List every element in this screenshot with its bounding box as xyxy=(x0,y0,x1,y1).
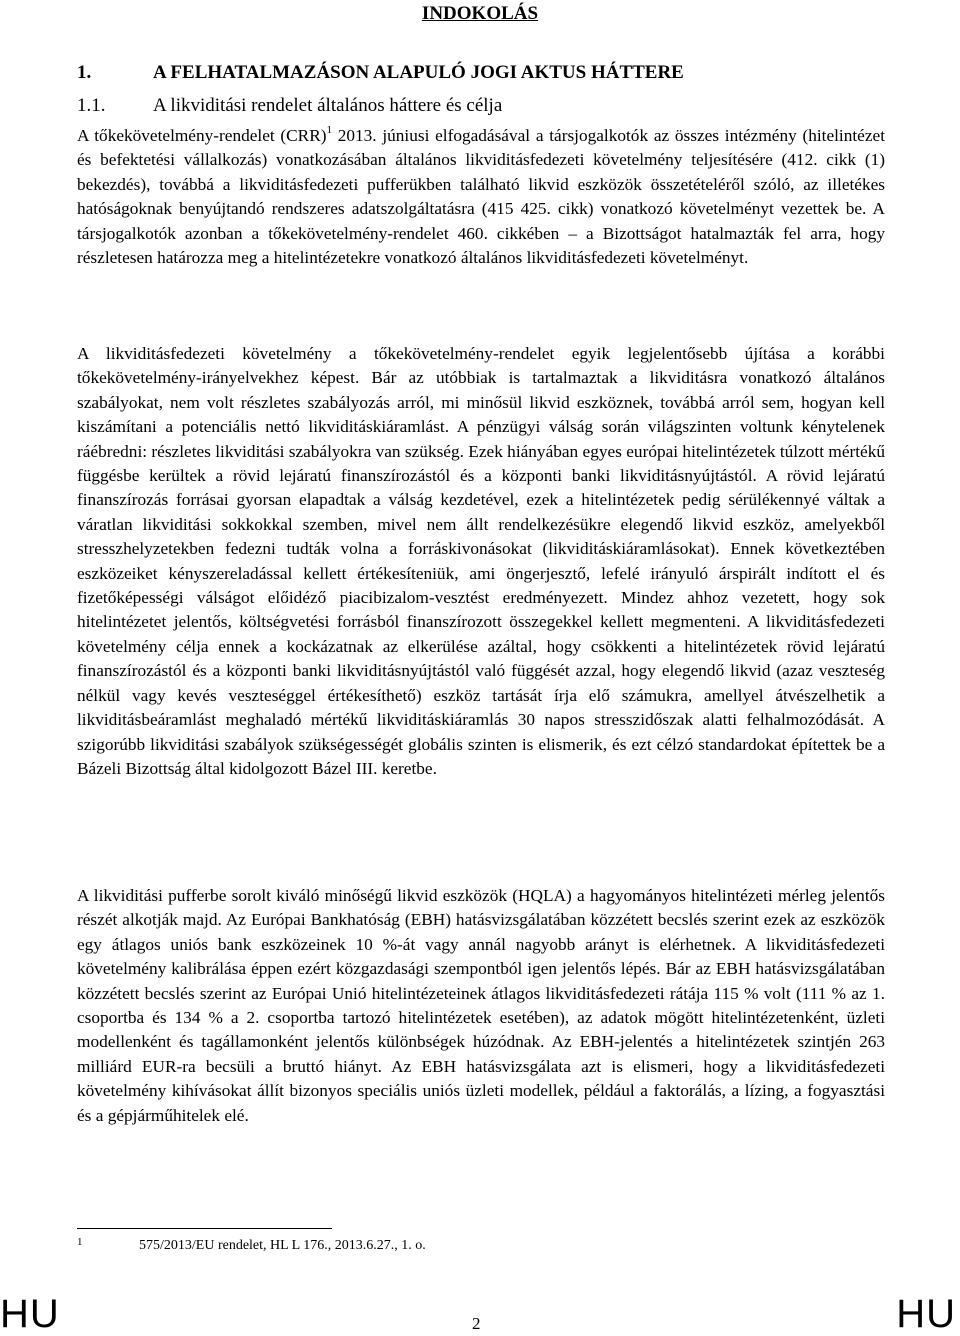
document-title: INDOKOLÁS xyxy=(421,3,539,24)
page-number: 2 xyxy=(472,1314,481,1333)
paragraph-1-start: A tőkekövetelmény-rendelet (CRR) xyxy=(77,126,327,145)
section-heading-1-1 xyxy=(77,94,502,118)
paragraph-3: A likviditási pufferbe sorolt kiváló minőségű likvid eszközök (HQLA) a hagyományos hitelintézeti mérleg jelentős részét alkotják majd. Az Európai Bankhatóság (EBH) hatásvizsgálatában közzétett becslés szerint ezek az eszközök egy átlagos uniós bank eszközeinek 10 %-át vagy annál nagyobb arányt is elérhetnek. A likviditásfedezeti követelmény kalibrálása éppen ezért közgazdasági szempontból igen jelentős lépés. Bár az EBH hatásvizsgálatában közzétett becslés szerint az Európai Unió hitelintézeteinek átlagos likviditásfedezeti rátája 115 % volt (111 % az 1. csoportba és 134 % a 2. csoportba tartozó hitelintézetek esetében), az adatok mögött hitelintézetenként, üzleti modellenként és tagállamonként jelentős különbségek húzódnak. Az EBH-jelentés a hitelintézetek szintjén 263 milliárd EUR-ra becsüli a bruttó hiányt. Az EBH hatásvizsgálata azt is elismeri, hogy a likviditásfedezeti követelmény kihívásokat állít bizonyos speciális uniós üzleti modellek, például a faktorálás, a lízing, a fogyasztási és a gépjárműhitelek elé. xyxy=(77,886,885,1125)
paragraph-1-rest: 2013. júniusi elfogadásával a társjogalkotók az összes intézmény (hitelintézet és befektetési vállalkozás) vonatkozásában általános likviditásfedezeti követelmény teljesítésére (412. cikk (1) bekezdés), továbbá a likviditásfedezeti pufferükben található likvid eszközök összetételéről szóló, az illetékes hatóságoknak benyújtandó rendszeres adatszolgáltatásra (415 425. cikk) vonatkozó követelményt vezettek be. A társjogalkotók azonban a tőkekövetelmény-rendelet 460. cikkében – a Bizottságot hatalmazták fel arra, hogy részletesen határozza meg a hitelintézetekre vonatkozó általános likviditásfedezeti követelményt. xyxy=(77,126,885,268)
paragraph-1 xyxy=(77,124,885,270)
subsection-number: 1.1. xyxy=(77,95,106,116)
footnote-text: 575/2013/EU rendelet, HL L 176., 2013.6.27., 1. o. xyxy=(139,1238,426,1253)
subsection-title: A likviditási rendelet általános háttere és célja xyxy=(153,95,503,116)
paragraph-2: A likviditásfedezeti követelmény a tőkekövetelmény-rendelet egyik legjelentősebb újítása a korábbi tőkekövetelmény-irányelvekhez képest. Bár az utóbbiak is tartalmaztak a likviditásra vonatkozó általános szabályokat, nem volt részletes szabályozás arról, mi minősül likvid eszköznek, továbbá arról sem, hogyan kell kiszámítani a potenciális nettó likviditáskiáramlást. A pénzügyi válság során világszinten voltunk kénytelenek ráébredni: részletes likviditási szabályokra van szükség. Ezek hiányában egyes európai hitelintézetek túlzott mértékű függésbe kerültek a rövid lejáratú finanszírozástól és a központi banki likviditásnyújtástól. A rövid lejáratú finanszírozás forrásai gyorsan elapadtak a válság kezdetével, ezek a hitelintézetek pedig sérülékennyé váltak a váratlan likviditási sokkokkal szemben, mivel nem állt rendelkezésükre elegendő likvid eszköz, amelyekből stresszhelyzetekben fedezni tudták volna a forráskivonásokat (likviditáskiáramlásokat). Ennek következtében eszközeiket kényszereladással kellett értékesíteniük, ami öngerjesztő, lefelé irányuló árspirált indított el és fizetőképességi válságot előidéző piacibizalom-vesztést eredményezett. Mindez ahhoz vezetett, hogy sok hitelintézetet jelentős, költségvetési forrásból finanszírozott összegekkel kellett megmenteni. A likviditásfedezeti követelmény célja ennek a kockázatnak az elkerülése azáltal, hogy csökkenti a hitelintézetek rövid lejáratú finanszírozástól és a központi banki likviditásnyújtástól való függését azzal, hogy elegendő likvid (azaz veszteség nélkül vagy kevés veszteséggel értékesíthető) eszköz tartását írja elő számukra, amellyel átvészelhetik a likviditásbeáramlást meghaladó mértékű likviditáskiáramlás 30 napos stresszidőszak alatti felhalmozódását. A szigorúbb likviditási szabályok szükségességét globális szinten is elismerik, és ezt célzó standardokat építettek be a Bázeli Bizottság által kidolgozott Bázel III. keretbe. xyxy=(77,344,885,778)
footnote-reference: 1 xyxy=(326,124,332,137)
footnote xyxy=(77,1236,426,1256)
section-number: 1. xyxy=(77,62,92,83)
section-heading-1 xyxy=(77,61,684,85)
language-code-left: HU xyxy=(0,1292,60,1336)
footnote-number: 1 xyxy=(77,1236,83,1248)
section-title: A FELHATALMAZÁSON ALAPULÓ JOGI AKTUS HÁTTERE xyxy=(153,62,684,83)
language-code-right: HU xyxy=(896,1292,956,1336)
footnote-separator xyxy=(77,1228,332,1229)
